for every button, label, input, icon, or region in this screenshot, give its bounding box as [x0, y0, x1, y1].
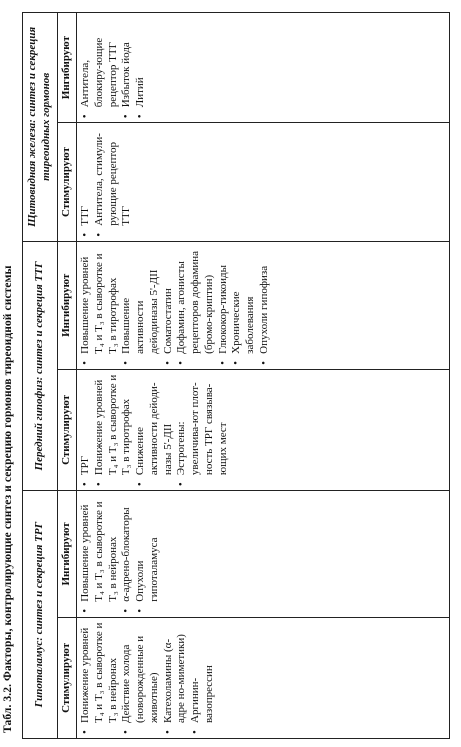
list-item: • Повышение уровней T₄ и T₃ в сыворотке и T₃ в тиротрофах [79, 245, 120, 354]
list-item: • Соматостатин [162, 245, 176, 354]
list-item: • Избыток йода [120, 16, 134, 107]
cell-thyroid-inhibit [77, 13, 450, 123]
list-item: • Понижение уровней T₄ и T₃ в сыворотке и T₃ в нейронах [79, 621, 120, 723]
cell-hypothalamus-inhibit [77, 491, 450, 618]
cell-pituitary-inhibit [77, 241, 450, 369]
col-header-stimulate: Стимулируют [58, 123, 77, 241]
list-item: • Дофамин, агонисты рецепторов дофамина (бромо-криптин) [175, 245, 216, 354]
col-header-inhibit: Ингибируют [58, 13, 77, 123]
list-item: • ТРГ [79, 373, 93, 475]
table-caption: Табл. 3.2. Факторы, контролирующие синтез и секрецию гормонов тиреоидной системы [2, 265, 14, 733]
list-item: • Хронические заболевания [230, 245, 258, 354]
list-item: • Антитела, стимули-рующие рецептор ТТГ [93, 126, 134, 225]
list-item: • Эстрогены: увеличива-ют плот-ность ТРГ связыва-ющих мест [175, 373, 230, 475]
cell-thyroid-stimulate [77, 123, 450, 241]
list-item: • Понижение уровней T₄ и T₃ в сыворотке и T₃ в тиротрофах [93, 373, 134, 475]
col-header-inhibit: Ингибируют [58, 241, 77, 369]
list-item: • Катехоламины (α-адре но-миметики) [162, 621, 190, 723]
cell-hypothalamus-stimulate [77, 617, 450, 738]
group-header-thyroid: Щитовидная железа: синтез и секреция тиреоидных гормонов [23, 13, 58, 242]
group-header-hypothalamus: Гипоталамус: синтез и секреция ТРГ [23, 491, 58, 739]
list-item: • α-адрено-блокаторы [120, 494, 134, 602]
list-item: • Действие холода (новорожденные и животные) [120, 621, 161, 723]
col-header-inhibit: Ингибируют [58, 491, 77, 618]
col-header-stimulate: Стимулируют [58, 369, 77, 490]
list-item: • Повышение уровней T₄ и T₃ в сыворотке и T₃ в нейронах [79, 494, 120, 602]
list-item: • Повышение активности дейодиназы 5'-ДII [120, 245, 161, 354]
list-item: • Литий [134, 16, 148, 107]
list-item: • Антитела, блокиру-ющие рецептор ТТГ [79, 16, 120, 107]
list-item: • Аргинин-вазопрессин [189, 621, 217, 723]
list-item: • Глюкокор-тикоиды [217, 245, 231, 354]
col-header-stimulate: Стимулируют [58, 617, 77, 738]
cell-pituitary-stimulate [77, 369, 450, 490]
list-item: • Опухоли гипофиза [258, 245, 272, 354]
list-item: • Опухоли гипоталамуса [134, 494, 162, 602]
group-header-pituitary: Передний гипофиз: синтез и секреция ТТГ [23, 241, 58, 490]
list-item: • ТТГ [79, 126, 93, 225]
factors-table [22, 12, 450, 739]
list-item: • Снижение активности дейоди-назы 5'-ДII [134, 373, 175, 475]
